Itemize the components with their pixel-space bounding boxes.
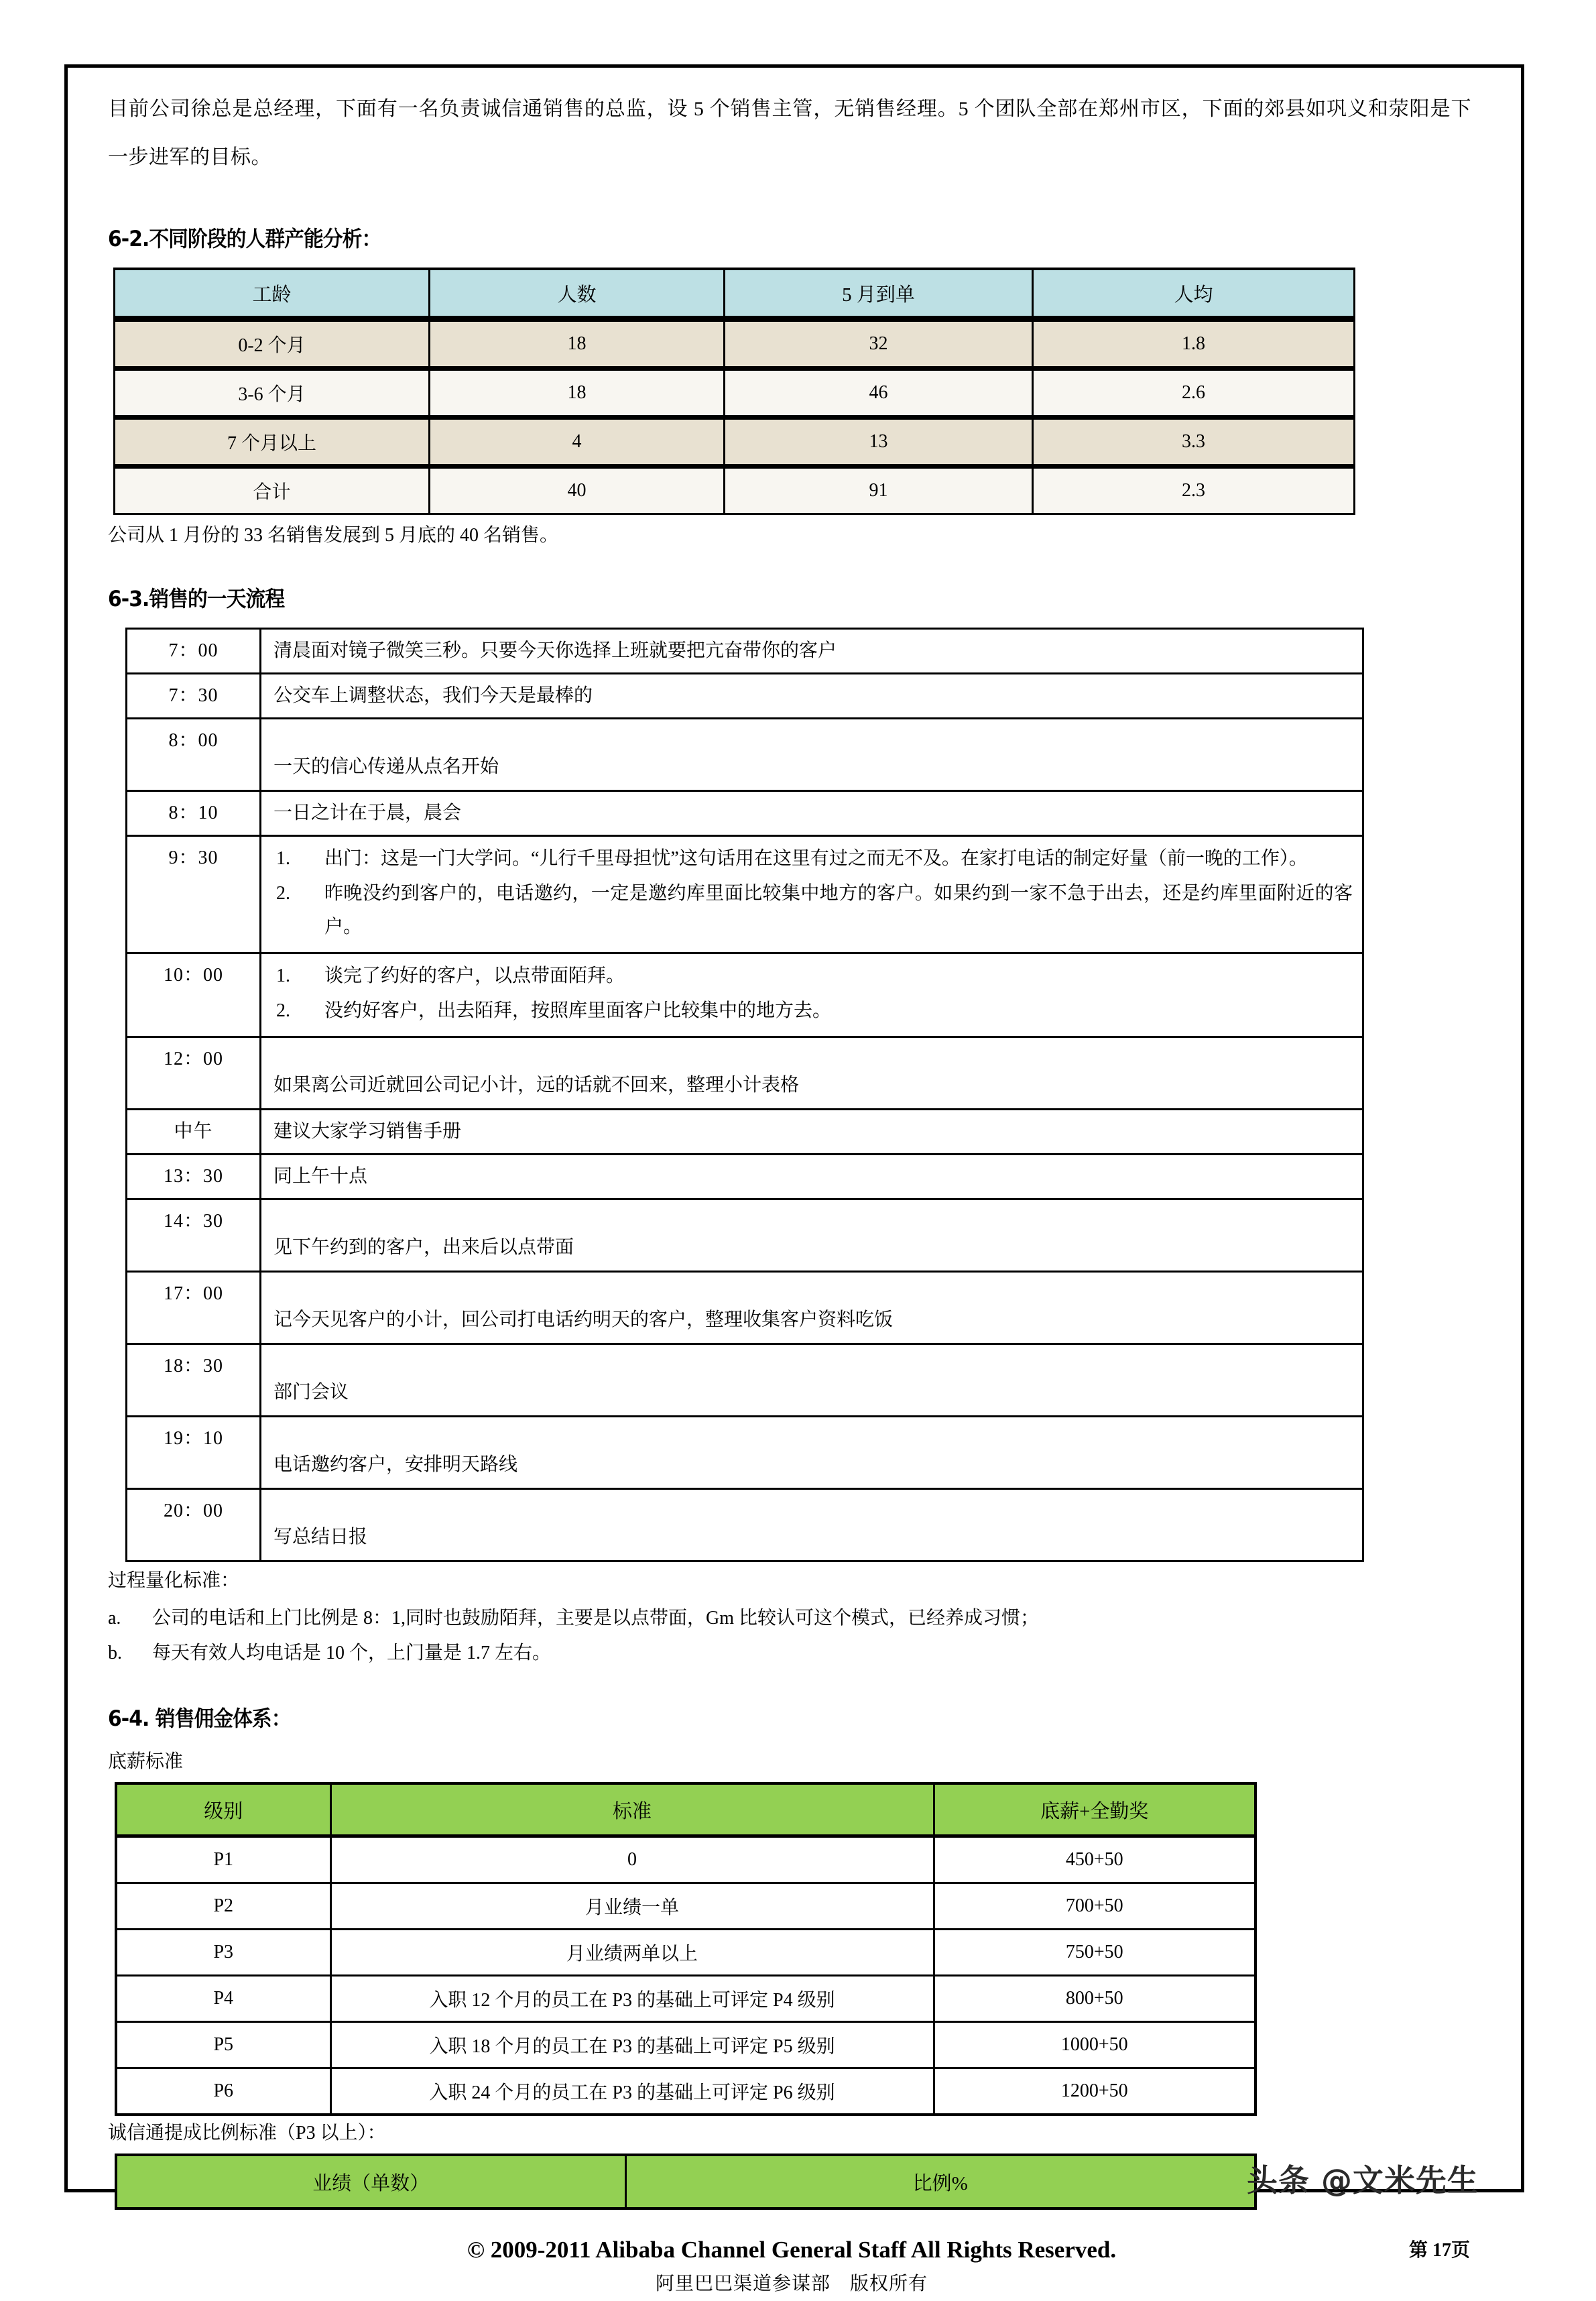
schedule-time: 13：30 xyxy=(127,1155,261,1199)
section-heading-6-3: 6-3.销售的一天流程 xyxy=(108,586,285,611)
schedule-time: 7：30 xyxy=(127,674,261,719)
schedule-row xyxy=(127,1417,1363,1489)
stage-productivity-table xyxy=(113,268,1355,515)
footer-copyright-en: © 2009-2011 Alibaba Channel General Staff All Rights Reserved. xyxy=(467,2237,1117,2263)
cell-total-label: 合计 xyxy=(115,467,430,514)
headcount-growth-note: 公司从 1 月份的 33 名销售发展到 5 月底的 40 名销售。 xyxy=(108,525,559,546)
document-page xyxy=(64,64,1524,2294)
schedule-time: 7：00 xyxy=(127,629,261,674)
page-content xyxy=(108,85,1475,2301)
watermark: 头条 @文米先生 xyxy=(1247,2162,1479,2198)
cell-level: P4 xyxy=(116,1976,330,2022)
list-text: 公司的电话和上门比例是 8：1,同时也鼓励陌拜，主要是以点带面，Gm 比较认可这个模式，已经养成习惯； xyxy=(152,1608,1040,1629)
schedule-row xyxy=(127,1155,1363,1199)
list-text: 每天有效人均电话是 10 个，上门量是 1.7 左右。 xyxy=(152,1643,552,1663)
schedule-time: 12：00 xyxy=(127,1037,261,1110)
commission-ratio-table xyxy=(115,2154,1257,2210)
schedule-row xyxy=(127,674,1363,719)
schedule-row xyxy=(127,719,1363,791)
table-row xyxy=(116,1836,1255,1883)
schedule-time: 8：10 xyxy=(127,791,261,836)
col-header-seniority: 工龄 xyxy=(115,269,430,319)
daily-schedule-table xyxy=(125,628,1364,1562)
schedule-row xyxy=(127,1489,1363,1561)
list-index: 2. xyxy=(276,1000,290,1021)
schedule-time: 17：00 xyxy=(127,1272,261,1344)
schedule-time: 中午 xyxy=(127,1110,261,1155)
cell-salary: 800+50 xyxy=(934,1976,1255,2022)
list-index: a. xyxy=(108,1608,121,1629)
schedule-row xyxy=(127,1344,1363,1417)
schedule-row xyxy=(127,1199,1363,1272)
schedule-time: 19：10 xyxy=(127,1417,261,1489)
schedule-desc: 一日之计在于晨，晨会 xyxy=(261,791,1363,836)
cell-level: P6 xyxy=(116,2068,330,2115)
base-salary-table xyxy=(115,1782,1257,2116)
schedule-time: 14：30 xyxy=(127,1199,261,1272)
cell-standard: 0 xyxy=(330,1836,934,1883)
list-item xyxy=(108,1636,1475,1671)
table-row xyxy=(116,2068,1255,2115)
cell-standard: 入职 24 个月的员工在 P3 的基础上可评定 P6 级别 xyxy=(330,2068,934,2115)
schedule-desc: 建议大家学习销售手册 xyxy=(261,1110,1363,1155)
list-item xyxy=(273,959,1353,993)
table-row xyxy=(116,1930,1255,1976)
schedule-sub-list xyxy=(273,959,1353,1028)
schedule-time: 20：00 xyxy=(127,1489,261,1561)
cell-per-capita: 1.8 xyxy=(1033,319,1355,369)
commission-ratio-label: 诚信通提成比例标准（P3 以上）： xyxy=(108,2123,386,2143)
cell-total-orders: 91 xyxy=(725,467,1033,514)
col-header-performance: 业绩（单数） xyxy=(116,2155,625,2208)
table-row xyxy=(116,1976,1255,2022)
col-header-standard: 标准 xyxy=(330,1783,934,1836)
cell-per-capita: 3.3 xyxy=(1033,418,1355,467)
cell-standard: 入职 18 个月的员工在 P3 的基础上可评定 P5 级别 xyxy=(330,2022,934,2068)
footer-copyright-cn: 阿里巴巴渠道参谋部 版权所有 xyxy=(655,2274,928,2294)
schedule-desc: 如果离公司近就回公司记小计，远的话就不回来，整理小计表格 xyxy=(261,1037,1363,1110)
cell-standard: 月业绩两单以上 xyxy=(330,1930,934,1976)
table-row xyxy=(116,2022,1255,2068)
list-text: 谈完了约好的客户，以点带面陌拜。 xyxy=(324,965,625,986)
schedule-time: 18：30 xyxy=(127,1344,261,1417)
schedule-desc: 一天的信心传递从点名开始 xyxy=(261,719,1363,791)
cell-standard: 入职 12 个月的员工在 P3 的基础上可评定 P4 级别 xyxy=(330,1976,934,2022)
list-item xyxy=(273,994,1353,1028)
schedule-row xyxy=(127,629,1363,674)
list-item xyxy=(273,842,1353,876)
schedule-desc: 写总结日报 xyxy=(261,1489,1363,1561)
schedule-desc: 同上午十点 xyxy=(261,1155,1363,1199)
schedule-desc: 部门会议 xyxy=(261,1344,1363,1417)
schedule-row xyxy=(127,1037,1363,1110)
col-header-ratio: 比例% xyxy=(625,2155,1255,2208)
col-header-per-capita: 人均 xyxy=(1033,269,1355,319)
base-salary-label: 底薪标准 xyxy=(108,1751,184,1772)
schedule-row xyxy=(127,953,1363,1037)
cell-total-headcount: 40 xyxy=(430,467,725,514)
cell-level: P5 xyxy=(116,2022,330,2068)
cell-may-orders: 13 xyxy=(725,418,1033,467)
cell-seniority: 3-6 个月 xyxy=(115,369,430,418)
cell-total-per-capita: 2.3 xyxy=(1033,467,1355,514)
cell-may-orders: 32 xyxy=(725,319,1033,369)
cell-per-capita: 2.6 xyxy=(1033,369,1355,418)
schedule-time: 10：00 xyxy=(127,953,261,1037)
schedule-row xyxy=(127,1110,1363,1155)
page-number: 第 17页 xyxy=(1408,2240,1470,2261)
cell-salary: 750+50 xyxy=(934,1930,1255,1976)
standards-label: 过程量化标准： xyxy=(108,1570,240,1591)
cell-headcount: 18 xyxy=(430,319,725,369)
section-heading-6-2: 6-2.不同阶段的人群产能分析： xyxy=(108,226,381,251)
schedule-row xyxy=(127,791,1363,836)
intro-paragraph: 目前公司徐总是总经理，下面有一名负责诚信通销售的总监，设 5 个销售主管，无销售经理。5 个团队全部在郑州市区，下面的郊县如巩义和荥阳是下一步进军的目标。 xyxy=(108,98,1471,168)
cell-headcount: 4 xyxy=(430,418,725,467)
cell-level: P2 xyxy=(116,1883,330,1930)
schedule-desc: 见下午约到的客户，出来后以点带面 xyxy=(261,1199,1363,1272)
schedule-desc: 公交车上调整状态，我们今天是最棒的 xyxy=(261,674,1363,719)
list-index: b. xyxy=(108,1643,122,1663)
cell-level: P3 xyxy=(116,1930,330,1976)
col-header-may-orders: 5 月到单 xyxy=(725,269,1033,319)
cell-headcount: 18 xyxy=(430,369,725,418)
list-index: 2. xyxy=(276,883,290,904)
cell-salary: 450+50 xyxy=(934,1836,1255,1883)
page-footer xyxy=(108,2233,1475,2301)
col-header-level: 级别 xyxy=(116,1783,330,1836)
schedule-desc: 电话邀约客户，安排明天路线 xyxy=(261,1417,1363,1489)
list-text: 出门：这是一门大学问。“儿行千里母担忧”这句话用在这里有过之而无不及。在家打电话的制定好量（前一晚的工作）。 xyxy=(324,848,1308,869)
schedule-time: 8：00 xyxy=(127,719,261,791)
list-text: 昨晚没约到客户的，电话邀约，一定是邀约库里面比较集中地方的客户。如果约到一家不急于出去，还是约库里面附近的客户。 xyxy=(324,883,1353,937)
list-item xyxy=(273,877,1353,944)
table-row xyxy=(116,1883,1255,1930)
cell-level: P1 xyxy=(116,1836,330,1883)
table-row xyxy=(115,418,1355,467)
list-item xyxy=(108,1601,1475,1636)
schedule-sub-list xyxy=(273,842,1353,944)
schedule-desc xyxy=(261,953,1363,1037)
col-header-headcount: 人数 xyxy=(430,269,725,319)
table-header-row xyxy=(115,269,1355,319)
cell-salary: 1200+50 xyxy=(934,2068,1255,2115)
list-index: 1. xyxy=(276,965,290,986)
schedule-desc xyxy=(261,836,1363,953)
table-row xyxy=(115,369,1355,418)
schedule-row xyxy=(127,1272,1363,1344)
schedule-time: 9：30 xyxy=(127,836,261,953)
list-text: 没约好客户，出去陌拜，按照库里面客户比较集中的地方去。 xyxy=(324,1000,832,1021)
list-index: 1. xyxy=(276,848,290,869)
table-header-row xyxy=(116,2155,1255,2208)
cell-standard: 月业绩一单 xyxy=(330,1883,934,1930)
col-header-base-plus-bonus: 底薪+全勤奖 xyxy=(934,1783,1255,1836)
standards-list xyxy=(108,1601,1475,1671)
section-heading-6-4: 6-4. 销售佣金体系： xyxy=(108,1706,291,1731)
cell-may-orders: 46 xyxy=(725,369,1033,418)
schedule-desc: 记今天见客户的小计，回公司打电话约明天的客户，整理收集客户资料吃饭 xyxy=(261,1272,1363,1344)
cell-seniority: 7 个月以上 xyxy=(115,418,430,467)
cell-salary: 700+50 xyxy=(934,1883,1255,1930)
table-header-row xyxy=(116,1783,1255,1836)
table-row-total xyxy=(115,467,1355,514)
schedule-row xyxy=(127,836,1363,953)
table-row xyxy=(115,319,1355,369)
cell-salary: 1000+50 xyxy=(934,2022,1255,2068)
schedule-desc: 清晨面对镜子微笑三秒。只要今天你选择上班就要把亢奋带你的客户 xyxy=(261,629,1363,674)
cell-seniority: 0-2 个月 xyxy=(115,319,430,369)
